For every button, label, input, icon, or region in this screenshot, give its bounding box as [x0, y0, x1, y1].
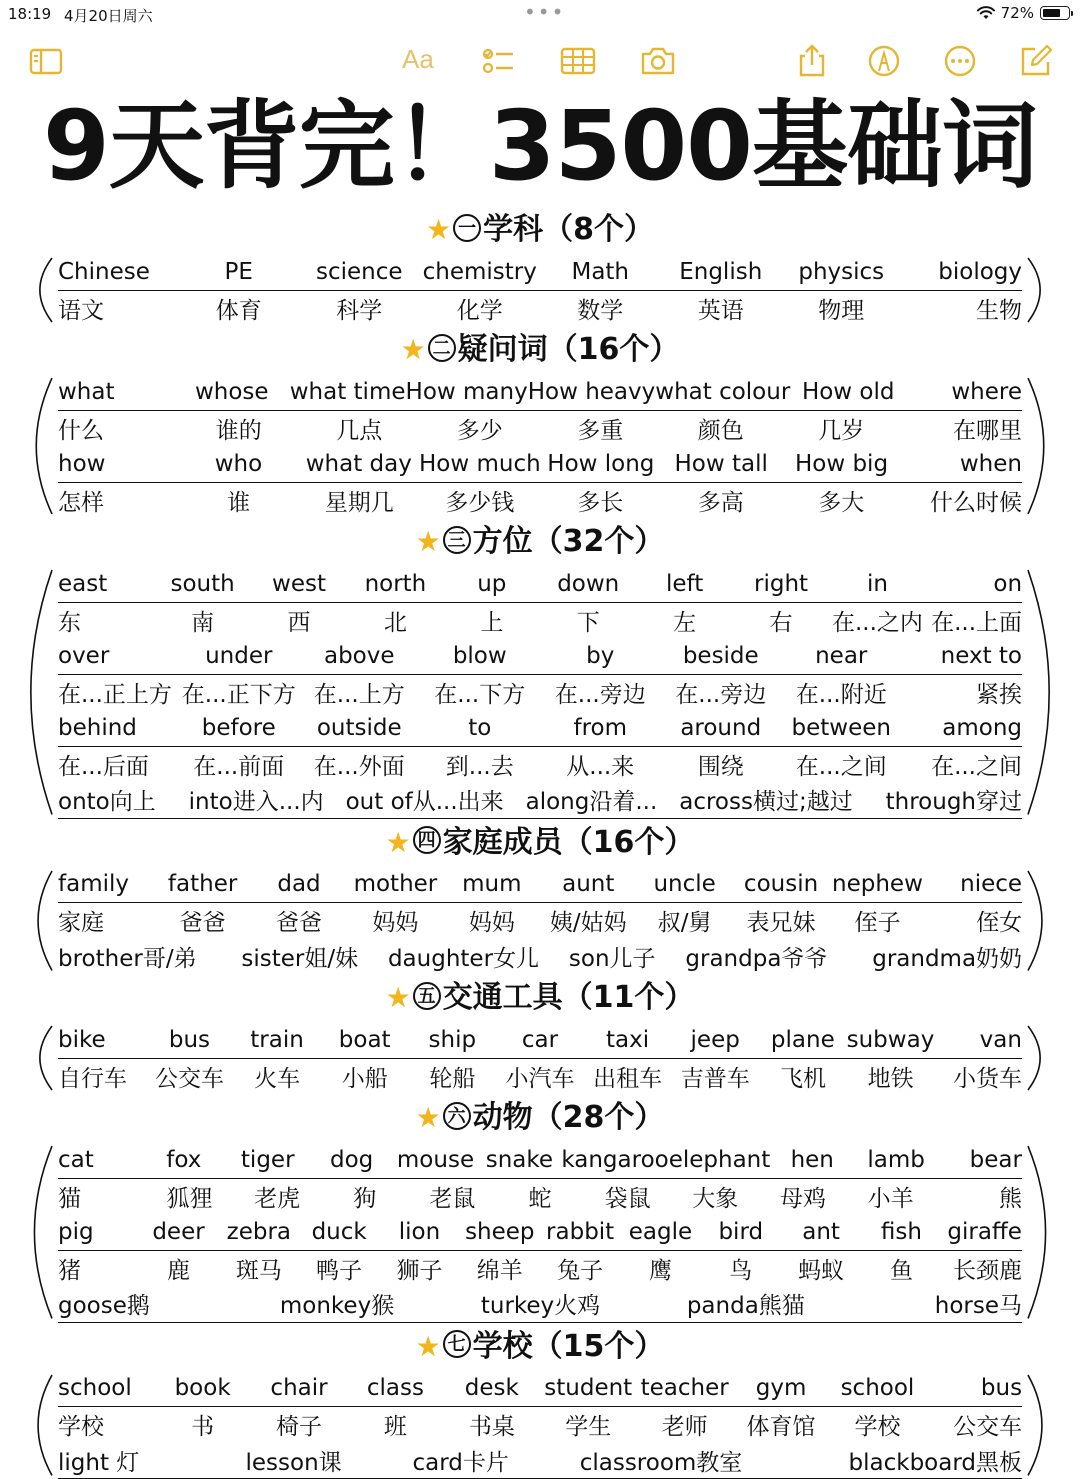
- vocab-word: 母鸡: [759, 1180, 847, 1213]
- vocab-word: 怎样: [58, 484, 179, 517]
- vocab-word: 体育: [179, 292, 300, 325]
- section-heading: [0, 1323, 1080, 1371]
- vocab-word: through穿过: [864, 783, 1022, 816]
- vocab-word: 学校: [829, 1408, 925, 1441]
- vocab-word: 蛇: [496, 1180, 584, 1213]
- star-icon: ★: [386, 826, 411, 859]
- vocab-word: what day: [299, 451, 419, 477]
- star-icon: ★: [426, 213, 451, 246]
- vocab-word: outside: [299, 715, 420, 741]
- bracket-decoration: [18, 1371, 1062, 1479]
- status-time: 18:19: [8, 5, 51, 23]
- vocab-word: son儿子: [554, 940, 671, 973]
- vocab-word: in: [829, 571, 925, 597]
- vocab-word: 在哪里: [902, 412, 1023, 445]
- vocab-word: 鸟: [701, 1252, 781, 1285]
- vocab-word: 出租车: [584, 1060, 672, 1093]
- vocab-word: 在...上方: [299, 676, 420, 709]
- vocab-word: uncle: [636, 871, 732, 897]
- vocab-word: right: [733, 571, 829, 597]
- vocab-word: 什么: [58, 412, 179, 445]
- vocab-table: [18, 566, 1062, 819]
- vocab-word: eagle: [620, 1219, 700, 1245]
- vocab-word: 小汽车: [496, 1060, 584, 1093]
- vocab-word: left: [636, 571, 732, 597]
- vocab-word: 多少: [420, 412, 541, 445]
- vocab-word: how: [58, 451, 178, 477]
- section-number: 三: [443, 526, 471, 554]
- vocab-word: 爸爸: [154, 904, 250, 937]
- vocab-word: what colour: [655, 379, 790, 405]
- vocab-word: who: [178, 451, 298, 477]
- vocab-word: across横过;越过: [668, 783, 863, 816]
- vocab-word: 在...旁边: [661, 676, 782, 709]
- camera-icon[interactable]: [640, 44, 676, 78]
- note-title[interactable]: 9天背完！3500基础词: [0, 96, 1080, 196]
- vocab-word: cousin: [733, 871, 829, 897]
- markup-icon[interactable]: [866, 44, 902, 78]
- vocab-word: 到...去: [420, 748, 541, 781]
- vocab-word: 在...下方: [420, 676, 541, 709]
- vocab-word: around: [661, 715, 782, 741]
- vocab-word: 叔/舅: [636, 904, 732, 937]
- vocab-table: [18, 1022, 1062, 1094]
- vocab-word: daughter女儿: [373, 940, 554, 973]
- vocab-word: jeep: [671, 1027, 759, 1053]
- vocab-word: 紧挨: [902, 676, 1023, 709]
- vocab-word: 在...正下方: [179, 676, 300, 709]
- vocab-word: 小货车: [934, 1060, 1022, 1093]
- status-date: 4月20日周六: [64, 5, 153, 26]
- vocab-word: 侄子: [829, 904, 925, 937]
- vocab-word: van: [934, 1027, 1022, 1053]
- vocab-word: 狗: [321, 1180, 409, 1213]
- vocab-word: 围绕: [661, 748, 782, 781]
- vocab-word: 表兄妹: [733, 904, 829, 937]
- vocab-word: among: [902, 715, 1023, 741]
- vocab-word: between: [781, 715, 902, 741]
- vocab-word: 化学: [420, 292, 541, 325]
- vocab-word: 英语: [661, 292, 782, 325]
- vocab-word: book: [154, 1375, 250, 1401]
- vocab-word: 下: [540, 604, 636, 637]
- vocab-word: mouse: [394, 1147, 478, 1173]
- vocab-word: 在...附近: [781, 676, 902, 709]
- vocab-word: family: [58, 871, 154, 897]
- vocab-word: turkey火鸡: [438, 1287, 644, 1320]
- vocab-word: 书桌: [444, 1408, 540, 1441]
- vocab-table: [18, 1371, 1062, 1479]
- vocab-word: deer: [138, 1219, 218, 1245]
- vocab-word: ant: [781, 1219, 861, 1245]
- vocab-table: [18, 374, 1062, 518]
- vocab-word: 左: [636, 604, 732, 637]
- vocab-word: 科学: [299, 292, 420, 325]
- vocab-word: 在...之间: [781, 748, 902, 781]
- vocab-word: 侄女: [926, 904, 1022, 937]
- vocab-word: 右: [733, 604, 829, 637]
- vocab-word: How much: [419, 451, 541, 477]
- vocab-word: 什么时候: [902, 484, 1023, 517]
- vocab-word: card卡片: [377, 1444, 544, 1477]
- vocab-word: 在...前面: [179, 748, 300, 781]
- vocab-word: 几岁: [781, 412, 902, 445]
- vocab-word: taxi: [584, 1027, 672, 1053]
- vocab-word: Math: [540, 259, 661, 285]
- vocab-word: next to: [902, 643, 1023, 669]
- vocab-word: 几点: [299, 412, 420, 445]
- vocab-word: class: [347, 1375, 443, 1401]
- star-icon: ★: [386, 981, 411, 1014]
- vocab-word: 飞机: [759, 1060, 847, 1093]
- section-heading: [0, 518, 1080, 566]
- vocab-word: 自行车: [58, 1060, 146, 1093]
- star-icon: ★: [401, 333, 426, 366]
- vocab-word: mother: [347, 871, 443, 897]
- vocab-word: 妈妈: [347, 904, 443, 937]
- section-title: 疑问词（16个）: [458, 332, 680, 367]
- vocab-word: 熊: [934, 1180, 1022, 1213]
- vocab-word: monkey猴: [237, 1287, 438, 1320]
- vocab-word: 兔子: [540, 1252, 620, 1285]
- vocab-word: up: [444, 571, 540, 597]
- vocab-word: bus: [146, 1027, 234, 1053]
- vocab-word: before: [179, 715, 300, 741]
- checklist-icon[interactable]: [480, 44, 516, 78]
- vocab-word: 地铁: [847, 1060, 935, 1093]
- section-heading: [0, 974, 1080, 1022]
- vocab-word: gym: [733, 1375, 829, 1401]
- wifi-icon: [977, 6, 995, 20]
- battery-icon: [1040, 6, 1070, 20]
- vocab-word: snake: [477, 1147, 561, 1173]
- bracket-decoration: [18, 566, 1062, 819]
- vocab-word: over: [58, 643, 179, 669]
- bracket-decoration: [18, 1022, 1062, 1094]
- vocab-word: from: [540, 715, 661, 741]
- section-number: 七: [443, 1330, 471, 1358]
- vocab-word: onto向上: [58, 783, 178, 816]
- vocab-word: blow: [420, 643, 541, 669]
- vocab-word: lesson课: [210, 1444, 377, 1477]
- vocab-word: dog: [310, 1147, 394, 1173]
- vocab-word: into进入...内: [178, 783, 335, 816]
- bracket-decoration: [18, 1142, 1062, 1323]
- bracket-decoration: [18, 867, 1062, 975]
- vocab-word: 猫: [58, 1180, 146, 1213]
- compose-icon[interactable]: [1018, 44, 1054, 78]
- vocab-word: light 灯: [58, 1444, 210, 1477]
- vocab-word: school: [58, 1375, 154, 1401]
- vocab-word: brother哥/弟: [58, 940, 226, 973]
- vocab-word: 大象: [671, 1180, 759, 1213]
- vocab-word: 老师: [636, 1408, 732, 1441]
- vocab-word: 斑马: [219, 1252, 299, 1285]
- sidebar-icon[interactable]: [28, 44, 64, 78]
- vocab-word: 火车: [233, 1060, 321, 1093]
- vocab-word: east: [58, 571, 154, 597]
- vocab-word: beside: [661, 643, 782, 669]
- section-number: 四: [413, 826, 441, 854]
- vocab-word: grandma奶奶: [842, 940, 1022, 973]
- vocab-word: plane: [759, 1027, 847, 1053]
- vocab-word: out of从...出来: [335, 783, 515, 816]
- star-icon: ★: [416, 1330, 441, 1363]
- section-title: 家庭成员（16个）: [443, 825, 695, 860]
- vocab-word: English: [661, 259, 782, 285]
- vocab-table: [18, 867, 1062, 975]
- vocab-word: zebra: [219, 1219, 299, 1245]
- note-body[interactable]: [0, 206, 1080, 1479]
- more-icon[interactable]: [942, 44, 978, 78]
- vocab-word: classroom教室: [544, 1444, 777, 1477]
- multitask-dots-icon[interactable]: •••: [524, 0, 565, 24]
- vocab-word: whose: [174, 379, 290, 405]
- vocab-word: fox: [142, 1147, 226, 1173]
- vocab-word: 轮船: [409, 1060, 497, 1093]
- vocab-word: blackboard黑板: [778, 1444, 1022, 1477]
- vocab-word: How many: [406, 379, 528, 405]
- vocab-word: 颜色: [661, 412, 782, 445]
- section-title: 方位（32个）: [473, 524, 665, 559]
- vocab-word: nephew: [829, 871, 925, 897]
- vocab-word: 多少钱: [420, 484, 541, 517]
- section-number: 一: [453, 214, 481, 242]
- vocab-word: bear: [938, 1147, 1022, 1173]
- vocab-word: 多高: [661, 484, 782, 517]
- vocab-word: kangaroo: [561, 1147, 668, 1173]
- vocab-word: sheep: [460, 1219, 540, 1245]
- vocab-word: 多大: [781, 484, 902, 517]
- section-heading: [0, 1094, 1080, 1142]
- vocab-word: teacher: [636, 1375, 732, 1401]
- vocab-word: 东: [58, 604, 154, 637]
- vocab-word: 老虎: [233, 1180, 321, 1213]
- vocab-word: 多重: [540, 412, 661, 445]
- vocab-word: How tall: [661, 451, 781, 477]
- vocab-word: 公交车: [926, 1408, 1022, 1441]
- vocab-word: 班: [347, 1408, 443, 1441]
- vocab-word: lamb: [854, 1147, 938, 1173]
- vocab-word: 公交车: [146, 1060, 234, 1093]
- vocab-word: mum: [444, 871, 540, 897]
- vocab-word: when: [902, 451, 1022, 477]
- vocab-word: How heavy: [528, 379, 656, 405]
- vocab-word: west: [251, 571, 347, 597]
- vocab-word: goose鹅: [58, 1287, 237, 1320]
- vocab-word: boat: [321, 1027, 409, 1053]
- vocab-word: grandpa爷爷: [670, 940, 842, 973]
- vocab-word: science: [299, 259, 420, 285]
- vocab-word: what time: [290, 379, 406, 405]
- vocab-word: 数学: [540, 292, 661, 325]
- notes-toolbar: [0, 36, 1080, 86]
- vocab-word: under: [179, 643, 300, 669]
- vocab-word: panda熊猫: [644, 1287, 849, 1320]
- vocab-word: desk: [444, 1375, 540, 1401]
- vocab-word: dad: [251, 871, 347, 897]
- vocab-word: giraffe: [942, 1219, 1022, 1245]
- vocab-word: hen: [770, 1147, 854, 1173]
- vocab-word: on: [926, 571, 1022, 597]
- vocab-word: near: [781, 643, 902, 669]
- vocab-word: How long: [541, 451, 661, 477]
- vocab-word: 姨/姑妈: [540, 904, 636, 937]
- vocab-word: 上: [444, 604, 540, 637]
- vocab-word: 生物: [902, 292, 1023, 325]
- vocab-word: 长颈鹿: [942, 1252, 1022, 1285]
- vocab-word: behind: [58, 715, 179, 741]
- vocab-word: 小羊: [847, 1180, 935, 1213]
- vocab-word: 谁的: [179, 412, 300, 445]
- vocab-word: How big: [781, 451, 901, 477]
- vocab-word: lion: [379, 1219, 459, 1245]
- vocab-word: subway: [847, 1027, 935, 1053]
- vocab-word: to: [420, 715, 541, 741]
- vocab-word: what: [58, 379, 174, 405]
- vocab-word: 绵羊: [460, 1252, 540, 1285]
- vocab-word: physics: [781, 259, 902, 285]
- vocab-word: north: [347, 571, 443, 597]
- vocab-word: train: [233, 1027, 321, 1053]
- vocab-word: How old: [790, 379, 906, 405]
- vocab-word: 北: [347, 604, 443, 637]
- section-title: 交通工具（11个）: [443, 980, 695, 1015]
- vocab-table: [18, 254, 1062, 326]
- vocab-word: 在...正上方: [58, 676, 179, 709]
- vocab-word: south: [154, 571, 250, 597]
- vocab-word: 书: [154, 1408, 250, 1441]
- vocab-word: 袋鼠: [584, 1180, 672, 1213]
- vocab-word: bus: [926, 1375, 1022, 1401]
- vocab-word: Chinese: [58, 259, 179, 285]
- section-heading: [0, 819, 1080, 867]
- section-number: 五: [413, 982, 441, 1010]
- vocab-word: 狐狸: [146, 1180, 234, 1213]
- vocab-word: down: [540, 571, 636, 597]
- vocab-word: 蚂蚁: [781, 1252, 861, 1285]
- section-heading: [0, 326, 1080, 374]
- vocab-word: 鹿: [138, 1252, 218, 1285]
- vocab-word: duck: [299, 1219, 379, 1245]
- vocab-word: 在...旁边: [540, 676, 661, 709]
- vocab-word: 在...外面: [299, 748, 420, 781]
- section-title: 动物（28个）: [473, 1100, 665, 1135]
- vocab-word: chair: [251, 1375, 347, 1401]
- vocab-word: biology: [902, 259, 1023, 285]
- vocab-word: along沿着...: [515, 783, 669, 816]
- section-title: 学校（15个）: [473, 1329, 665, 1364]
- vocab-word: sister姐/妹: [226, 940, 373, 973]
- vocab-word: bike: [58, 1027, 146, 1053]
- bracket-decoration: [18, 374, 1062, 518]
- share-icon[interactable]: [794, 44, 830, 78]
- battery-percent: 72%: [1001, 4, 1034, 22]
- vocab-word: 老鼠: [409, 1180, 497, 1213]
- vocab-word: 谁: [179, 484, 300, 517]
- vocab-word: 在...之内: [829, 604, 925, 637]
- vocab-word: aunt: [540, 871, 636, 897]
- vocab-word: elephant: [669, 1147, 771, 1173]
- vocab-word: student: [540, 1375, 636, 1401]
- text-format-button[interactable]: Aa: [402, 44, 434, 75]
- status-bar: [0, 0, 1080, 28]
- section-title: 学科（8个）: [483, 212, 654, 247]
- vocab-word: 爸爸: [251, 904, 347, 937]
- vocab-word: PE: [179, 259, 300, 285]
- vocab-word: where: [906, 379, 1022, 405]
- vocab-word: 在...上面: [926, 604, 1022, 637]
- vocab-word: 在...后面: [58, 748, 179, 781]
- vocab-word: 学校: [58, 1408, 154, 1441]
- vocab-word: 鱼: [861, 1252, 941, 1285]
- vocab-word: 猪: [58, 1252, 138, 1285]
- vocab-word: 鹰: [620, 1252, 700, 1285]
- section-number: 六: [443, 1102, 471, 1130]
- bracket-decoration: [18, 254, 1062, 326]
- vocab-word: pig: [58, 1219, 138, 1245]
- vocab-word: above: [299, 643, 420, 669]
- vocab-word: 西: [251, 604, 347, 637]
- vocab-word: 妈妈: [444, 904, 540, 937]
- vocab-word: cat: [58, 1147, 142, 1173]
- vocab-word: 语文: [58, 292, 179, 325]
- vocab-word: 物理: [781, 292, 902, 325]
- vocab-word: by: [540, 643, 661, 669]
- vocab-word: school: [829, 1375, 925, 1401]
- vocab-word: rabbit: [540, 1219, 620, 1245]
- star-icon: ★: [416, 525, 441, 558]
- section-number: 二: [428, 334, 456, 362]
- vocab-word: chemistry: [420, 259, 541, 285]
- vocab-word: 在...之间: [902, 748, 1023, 781]
- vocab-word: 星期几: [299, 484, 420, 517]
- vocab-word: fish: [861, 1219, 941, 1245]
- vocab-word: ship: [409, 1027, 497, 1053]
- vocab-word: 体育馆: [733, 1408, 829, 1441]
- vocab-word: horse马: [848, 1287, 1022, 1320]
- vocab-table: [18, 1142, 1062, 1323]
- vocab-word: 狮子: [379, 1252, 459, 1285]
- vocab-word: 鸭子: [299, 1252, 379, 1285]
- vocab-word: niece: [926, 871, 1022, 897]
- section-heading: [0, 206, 1080, 254]
- vocab-word: 小船: [321, 1060, 409, 1093]
- vocab-word: 家庭: [58, 904, 154, 937]
- vocab-word: 从...来: [540, 748, 661, 781]
- vocab-word: 椅子: [251, 1408, 347, 1441]
- star-icon: ★: [416, 1101, 441, 1134]
- vocab-word: 学生: [540, 1408, 636, 1441]
- vocab-word: 南: [154, 604, 250, 637]
- vocab-word: father: [154, 871, 250, 897]
- vocab-word: tiger: [226, 1147, 310, 1173]
- vocab-word: car: [496, 1027, 584, 1053]
- vocab-word: bird: [701, 1219, 781, 1245]
- vocab-word: 多长: [540, 484, 661, 517]
- table-icon[interactable]: [560, 44, 596, 78]
- vocab-word: 吉普车: [671, 1060, 759, 1093]
